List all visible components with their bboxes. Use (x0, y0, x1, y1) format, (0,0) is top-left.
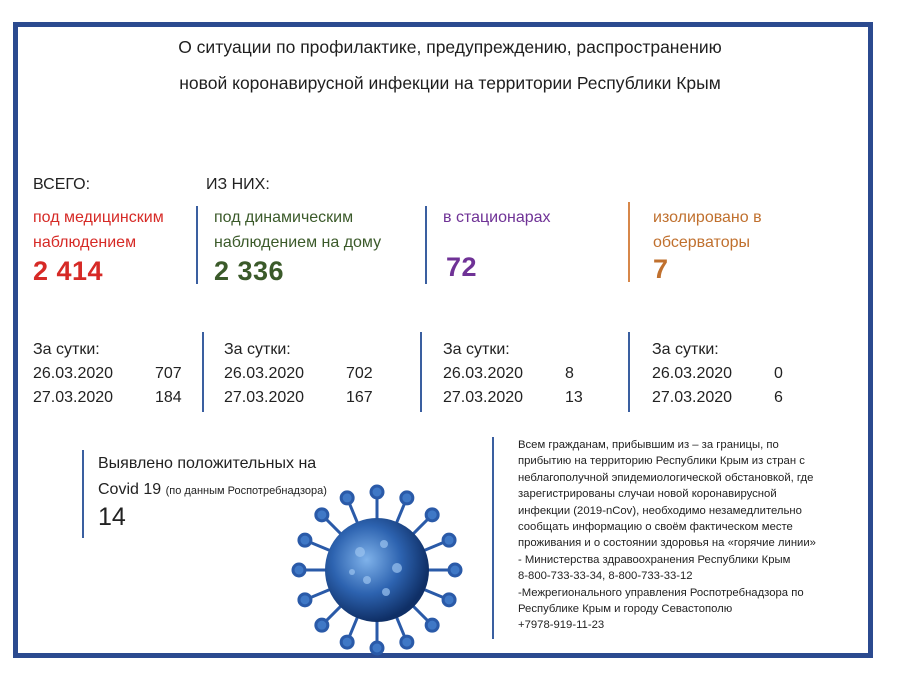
virus-spike-tip (401, 492, 413, 504)
hospital-label (443, 205, 551, 230)
divider (628, 202, 630, 282)
title-line-2: новой коронавирусной инфекции на территории Республики Крым (179, 73, 721, 93)
label-line: обсерваторы (653, 234, 750, 251)
notice-line: +7978-919-11-23 (518, 619, 605, 632)
label-line: изолировано в (653, 209, 762, 226)
daily-label: За сутки: (224, 341, 291, 358)
home-observation-value: 2 336 (214, 256, 285, 286)
daily-date: 26.03.2020 (652, 365, 733, 382)
positive-value: 14 (98, 503, 126, 531)
virus-spike-tip (401, 636, 413, 648)
observatory-value: 7 (653, 254, 669, 284)
source-note: (по данным Роспотребнадзора) (165, 485, 327, 497)
virus-spike-tip (316, 619, 328, 631)
daily-date: 27.03.2020 (652, 389, 733, 406)
divider (196, 206, 198, 284)
divider (628, 332, 630, 412)
label-line: в стационарах (443, 209, 551, 226)
notice-line: зарегистрированы случаи новой коронавирусной (518, 488, 777, 501)
notice-text (518, 437, 816, 634)
notice-line: неблагополучной эпидемиологической обстановкой, где (518, 471, 814, 484)
daily-value: 167 (346, 389, 373, 406)
virus-spike-tip (443, 534, 455, 546)
covid-label: Covid 19 (98, 481, 162, 498)
home-observation-label (214, 205, 381, 255)
virus-spike-tip (299, 534, 311, 546)
virus-spike-tip (371, 486, 383, 498)
virus-spike-tip (371, 642, 383, 654)
divider (82, 450, 84, 538)
daily-row (33, 362, 182, 386)
daily-row (224, 362, 373, 386)
virus-spike-tip (426, 619, 438, 631)
daily-value: 6 (774, 389, 783, 406)
daily-label: За сутки: (652, 341, 719, 358)
daily-row (224, 386, 373, 410)
daily-value: 13 (565, 389, 583, 406)
daily-value: 707 (155, 365, 182, 382)
daily-block-medical (33, 338, 182, 410)
divider (420, 332, 422, 412)
notice-line: сообщать информацию о своём фактическом месте (518, 521, 793, 534)
total-label: ВСЕГО: (33, 176, 91, 193)
medical-observation-label (33, 205, 164, 255)
daily-label: За сутки: (443, 341, 510, 358)
virus-spike-tip (426, 509, 438, 521)
notice-line: 8-800-733-33-34, 8-800-733-33-12 (518, 570, 693, 583)
daily-block-observatory (652, 338, 783, 410)
divider (492, 437, 494, 639)
notice-line: инфекции (2019-nCov), необходимо незамедлительно (518, 504, 802, 517)
daily-date: 27.03.2020 (224, 389, 305, 406)
daily-row (652, 386, 783, 410)
daily-row (652, 362, 783, 386)
positive-title: Выявлено положительных на (98, 455, 317, 472)
label-line: наблюдением (33, 234, 137, 251)
notice-line: - Министерства здравоохранения Республики Крым (518, 553, 791, 566)
daily-date: 26.03.2020 (33, 365, 114, 382)
virus-spike-tip (449, 564, 461, 576)
virus-spike-tip (341, 492, 353, 504)
observatory-label (653, 205, 762, 255)
divider (202, 332, 204, 412)
daily-date: 27.03.2020 (33, 389, 114, 406)
daily-value: 0 (774, 365, 783, 382)
notice-line: Всем гражданам, прибывшим из – за границы, по (518, 439, 779, 451)
daily-block-hospital (443, 338, 583, 410)
virus-image (282, 480, 472, 660)
label-line: под динамическим (214, 209, 354, 226)
daily-label: За сутки: (33, 341, 100, 358)
daily-value: 184 (155, 389, 182, 406)
virus-spike-tip (293, 564, 305, 576)
daily-date: 26.03.2020 (443, 365, 524, 382)
notice-line: Республике Крым и городу Севастополю (518, 603, 733, 616)
label-line: под медицинским (33, 209, 164, 226)
title-line-1: О ситуации по профилактике, предупреждению, распространению (178, 37, 722, 57)
daily-block-home (224, 338, 373, 410)
notice-line: проживания и о состоянии здоровья на «горячие линии» (518, 537, 816, 550)
hospital-value: 72 (446, 252, 478, 282)
label-line: наблюдением на дому (214, 234, 382, 251)
medical-observation-value: 2 414 (33, 256, 104, 286)
daily-row (443, 386, 583, 410)
of-them-label: ИЗ НИХ: (206, 176, 270, 193)
virus-spike-tip (341, 636, 353, 648)
virus-spike-tip (316, 509, 328, 521)
notice-line: -Межрегионального управления Роспотребнадзора по (518, 586, 804, 599)
daily-value: 8 (565, 365, 574, 382)
daily-date: 26.03.2020 (224, 365, 305, 382)
daily-row (443, 362, 583, 386)
daily-date: 27.03.2020 (443, 389, 524, 406)
divider (425, 206, 427, 284)
notice-line: прибытию на территорию Республики Крым из стран с (518, 455, 805, 468)
virus-spike-tip (443, 594, 455, 606)
virus-spike-tip (299, 594, 311, 606)
daily-value: 702 (346, 365, 373, 382)
daily-row (33, 386, 182, 410)
